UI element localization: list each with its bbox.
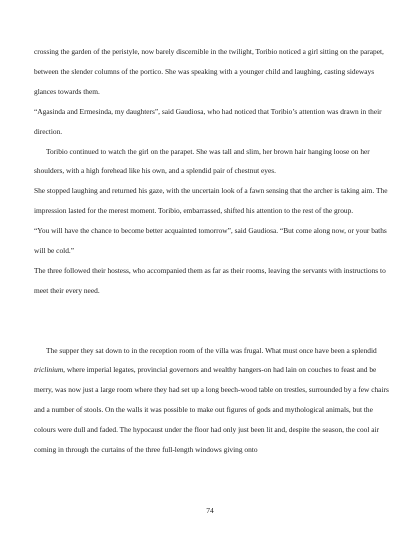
page-number: 74 — [206, 506, 214, 515]
paragraph: The three followed their hostess, who accompanied them as far as their rooms, leaving the servants with instructions to meet their every need. — [34, 265, 386, 295]
italic-term: triclinium — [34, 365, 64, 375]
paragraph: “You will have the chance to become better acquainted tomorrow”, said Gaudiosa. “But come along now, or your baths will be cold.” — [34, 226, 387, 256]
section-break — [34, 301, 389, 321]
body-text — [34, 42, 389, 460]
paragraph: She stopped laughing and returned his gaze, with the uncertain look of a fawn sensing that the archer is taking aim. The impression lasted for the merest moment. Toribio, embarrassed, shifted his attention to the rest of the group. — [34, 186, 388, 216]
paragraph: crossing the garden of the peristyle, now barely discernible in the twilight, Toribio noticed a girl sitting on the parapet, between the slender columns of the portico. She was speaking with a younger child and laughing, casting sideways glances towards them. — [34, 47, 384, 96]
paragraph: “Agasinda and Ermesinda, my daughters”, said Gaudiosa, who had noticed that Toribio’s attention was drawn in their direction. — [34, 106, 382, 136]
section-break — [34, 321, 389, 341]
paragraph-text: The supper they sat down to in the reception room of the villa was frugal. What must once have been a splendid — [46, 345, 377, 355]
paragraph: Toribio continued to watch the girl on the parapet. She was tall and slim, her brown hair hanging loose on her shoulders, with a high forehead like his own, and a splendid pair of chestnut eyes. — [34, 146, 370, 176]
paragraph-text: , where imperial legates, provincial governors and wealthy hangers-on had lain on couches to feast and be merry, was now just a large room where they had set up a long beech-wood table on trestles, surrounded by a few chairs and a number of stools. On the walls it was possible to make out figures of gods and mythological animals, but the colours were dull and faded. The hypocaust under the floor had only just been lit and, despite the season, the cool air coming in through the curtains of the three full-length windows giving onto — [34, 365, 389, 455]
paragraph — [34, 341, 389, 460]
